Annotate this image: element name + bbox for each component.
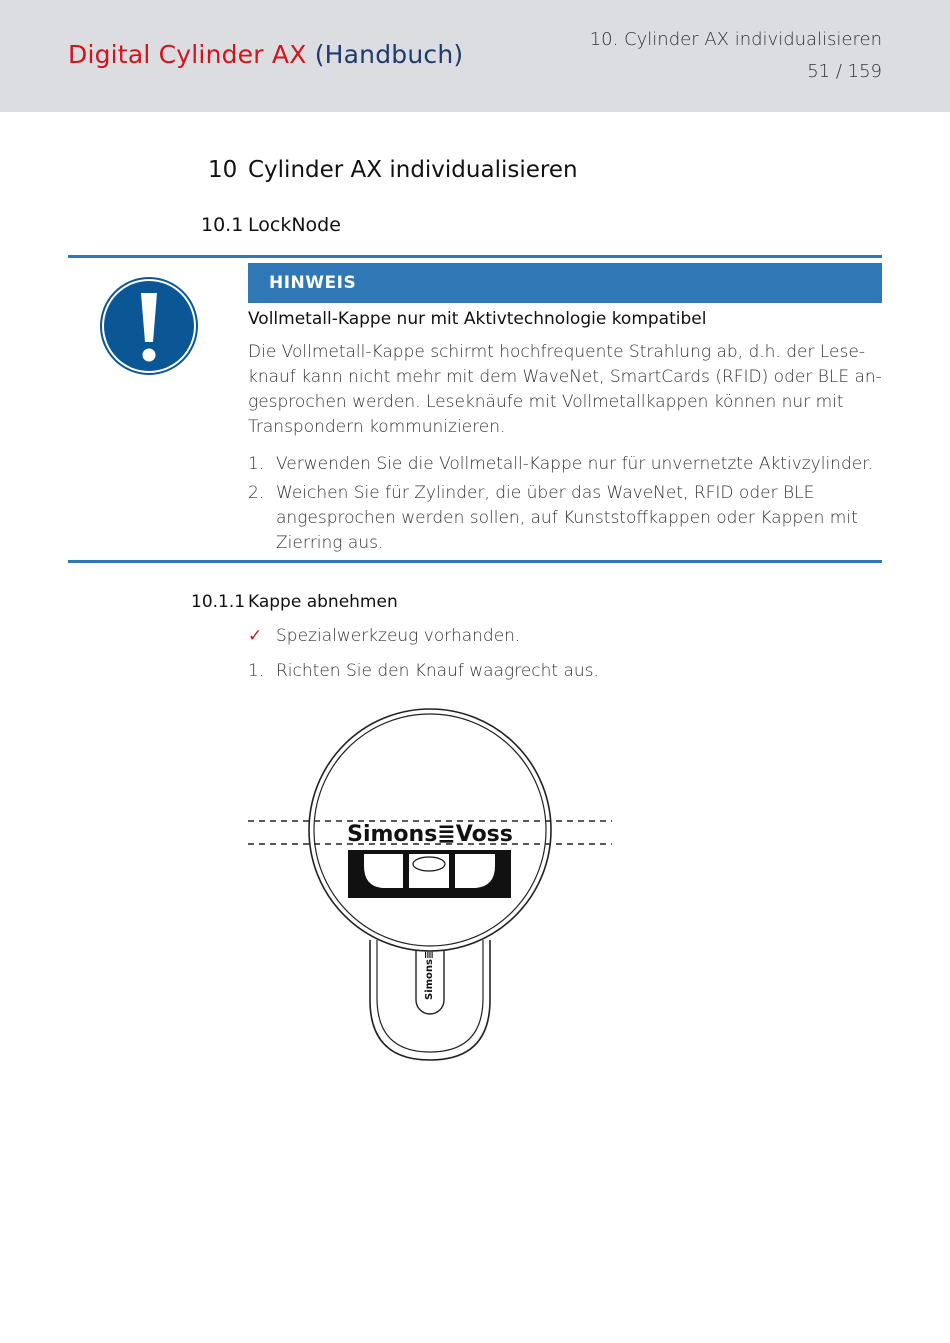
step-text xyxy=(276,452,873,477)
prerequisite-text: Spezialwerkzeug vorhanden. xyxy=(276,626,521,646)
knob-illustration xyxy=(240,700,620,1070)
header-chapter: 10. Cylinder AX individualisieren xyxy=(589,29,882,50)
brand-suffix: (Handbuch) xyxy=(314,40,464,69)
subsubsection-number: 10.1.1 xyxy=(191,592,246,612)
notice-text-line: gesprochen werden. Leseknäufe mit Vollmetallkappen können nur mit xyxy=(248,392,844,412)
notice-paragraph xyxy=(248,340,884,440)
notice-label-bar xyxy=(248,263,882,303)
step-number: 1. xyxy=(248,661,265,681)
step-number: 2. xyxy=(248,483,265,503)
subsection-title: LockNode xyxy=(248,214,341,236)
step-text-line: angesprochen werden sollen, auf Kunststoffkappen oder Kappen mit xyxy=(276,508,858,528)
step-text: Richten Sie den Knauf waagrecht aus. xyxy=(276,661,599,681)
exclamation-icon xyxy=(99,276,199,376)
brand-product: Digital Cylinder AX xyxy=(68,40,307,69)
step-text xyxy=(276,481,858,556)
notice-label: HINWEIS xyxy=(269,273,357,293)
notice-text-line: Transpondern kommunizieren. xyxy=(248,417,506,437)
notice-text-line: knauf kann nicht mehr mit dem WaveNet, SmartCards (RFID) oder BLE an- xyxy=(248,367,882,387)
step-text-line: Zierring aus. xyxy=(276,533,384,553)
knob-logo-text: Simons≣Voss xyxy=(347,822,513,847)
section-title: Cylinder AX individualisieren xyxy=(248,157,578,183)
header-page-number: 51 / 159 xyxy=(807,61,882,82)
step-text-line: Weichen Sie für Zylinder, die über das WaveNet, RFID oder BLE xyxy=(276,483,815,503)
body-logo-text: Simons≣ xyxy=(424,950,435,1000)
brand-title xyxy=(68,40,463,69)
section-number: 10 xyxy=(208,157,238,183)
step-text-line: Verwenden Sie die Vollmetall-Kappe nur für unvernetzte Aktivzylinder. xyxy=(276,454,874,474)
subsection-number: 10.1 xyxy=(201,214,244,236)
notice-top-rule xyxy=(68,255,882,258)
page-header xyxy=(0,0,950,112)
notice-text-line: Die Vollmetall-Kappe schirmt hochfrequente Strahlung ab, d.h. der Lese- xyxy=(248,342,865,362)
subsubsection-title: Kappe abnehmen xyxy=(248,592,398,612)
notice-bottom-rule xyxy=(68,560,882,563)
check-icon: ✓ xyxy=(248,626,263,646)
notice-title: Vollmetall-Kappe nur mit Aktivtechnologie kompatibel xyxy=(248,309,707,329)
step-number: 1. xyxy=(248,454,265,474)
